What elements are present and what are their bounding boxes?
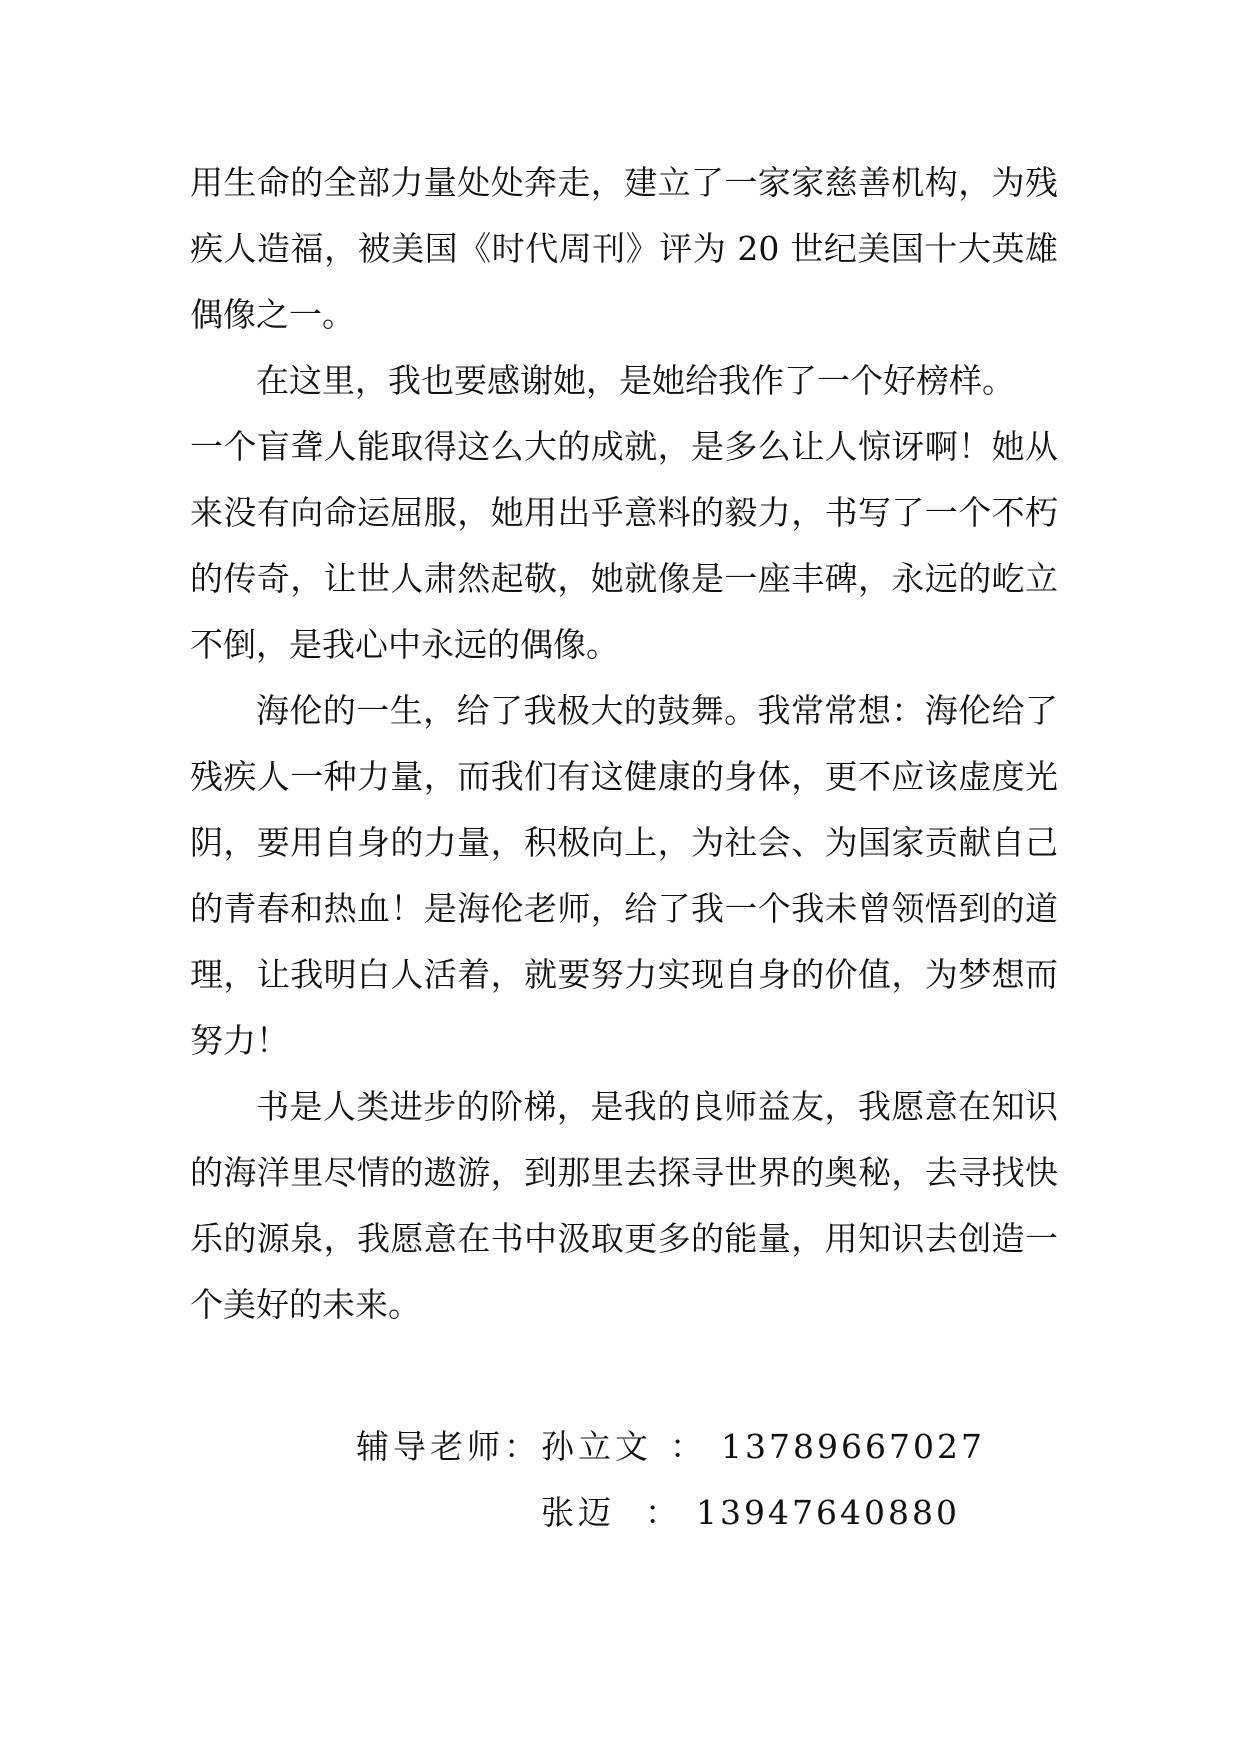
paragraph-5-line-4: 个美好的未来。: [190, 1285, 421, 1324]
paragraph-3-line-2: 来没有向命运屈服，她用出乎意料的毅力，书写了一个不朽: [190, 493, 1058, 532]
paragraph-4-line-5: 理，让我明白人活着，就要努力实现自身的价值，为梦想而: [190, 955, 1058, 994]
paragraph-5-line-1: 书是人类进步的阶梯，是我的良师益友，我愿意在知识: [256, 1087, 1058, 1126]
paragraph-3-line-4: 不倒，是我心中永远的偶像。: [190, 625, 619, 664]
paragraph-3-line-1: 一个盲聋人能取得这么大的成就，是多么让人惊讶啊！她从: [190, 427, 1058, 466]
teacher-2-separator: ：: [645, 1493, 678, 1532]
paragraph-1-line-1: 用生命的全部力量处处奔走，建立了一家家慈善机构，为残: [190, 163, 1058, 202]
paragraph-4-line-3: 阴，要用自身的力量，积极向上，为社会、为国家贡献自己: [190, 823, 1058, 862]
paragraph-4-line-1: 海伦的一生，给了我极大的鼓舞。我常常想：海伦给了: [256, 691, 1058, 730]
paragraph-4-line-4: 的青春和热血！是海伦老师，给了我一个我未曾领悟到的道: [190, 889, 1058, 928]
paragraph-3-line-3: 的传奇，让世人肃然起敬，她就像是一座丰碑，永远的屹立: [190, 559, 1058, 598]
teacher-1-phone: 13789667027: [721, 1427, 985, 1466]
paragraph-4-line-2: 残疾人一种力量，而我们有这健康的身体，更不应该虚度光: [190, 757, 1058, 796]
essay-body: [190, 150, 1058, 1338]
advisor-label: 辅导老师：: [356, 1427, 541, 1466]
paragraph-1-line-2: 疾人造福，被美国《时代周刊》评为 20 世纪美国十大英雄: [190, 229, 1058, 268]
paragraph-5-line-2: 的海洋里尽情的遨游，到那里去探寻世界的奥秘，去寻找快: [190, 1153, 1058, 1192]
paragraph-2-line-1: 在这里，我也要感谢她，是她给我作了一个好榜样。: [256, 361, 1015, 400]
teacher-1-separator: ：: [670, 1427, 703, 1466]
signature-row-2: [541, 1488, 960, 1538]
paragraph-1-line-3: 偶像之一。: [190, 295, 355, 334]
paragraph-5-line-3: 乐的源泉，我愿意在书中汲取更多的能量，用知识去创造一: [190, 1219, 1058, 1258]
paragraph-4-line-6: 努力！: [190, 1021, 289, 1060]
teacher-1-name: 孙立文: [541, 1427, 652, 1466]
teacher-2-phone: 13947640880: [696, 1493, 960, 1532]
teacher-2-name: 张迈: [541, 1493, 615, 1532]
signature-row-1: [356, 1422, 985, 1472]
